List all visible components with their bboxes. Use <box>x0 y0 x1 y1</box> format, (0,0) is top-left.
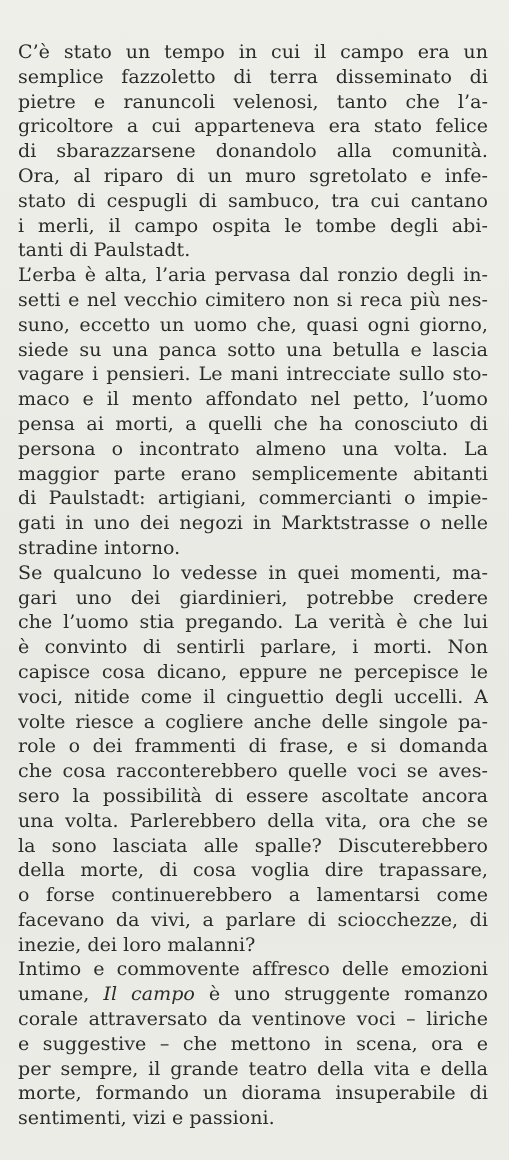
text-line: i merli, il campo ospita le tombe degli abi- <box>18 214 488 237</box>
text-line: umane, Il campo è uno struggente romanzo <box>18 983 488 1006</box>
text-line: è convinto di sentirli parlare, i morti. Non <box>18 636 488 659</box>
text-line: siede su una panca sotto una betulla e lascia <box>18 338 488 361</box>
text-line: L’erba è alta, l’aria pervasa dal ronzio degli in- <box>18 264 488 287</box>
text-line: della morte, di cosa voglia dire trapassare, <box>18 859 488 882</box>
text-line: la sono lasciata alle spalle? Discuterebbero <box>18 834 488 857</box>
text-line: capisce cosa dicano, eppure ne percepisce le <box>18 660 488 683</box>
text-line: semplice fazzoletto di terra disseminato di <box>18 65 488 88</box>
text-line: setti e nel vecchio cimitero non si reca più nes- <box>18 288 488 311</box>
text-line: Ora, al riparo di un muro sgretolato e infe- <box>18 164 488 187</box>
text-line: maggior parte erano semplicemente abitanti <box>18 462 488 485</box>
paragraph-2 <box>18 263 488 561</box>
text-line: voci, nitide come il cinguettio degli uccelli. A <box>18 685 488 708</box>
blurb-text <box>18 40 488 1131</box>
text-line: che cosa racconterebbero quelle voci se aves- <box>18 760 488 783</box>
text-line: role o dei frammenti di frase, e si domanda <box>18 735 488 758</box>
text-line: maco e il mento affondato nel petto, l’uomo <box>18 388 488 411</box>
text-line: di Paulstadt: artigiani, commercianti o impie- <box>18 487 488 510</box>
text-line: sero la possibilità di essere ascoltate ancora <box>18 784 488 807</box>
text-line: pensa ai morti, a quelli che ha conosciuto di <box>18 412 488 435</box>
text-line: morte, formando un diorama insuperabile di <box>18 1082 488 1105</box>
text-line: facevano da vivi, a parlare di sciocchezze, di <box>18 908 488 931</box>
text-line: persona o incontrato almeno una volta. La <box>18 437 488 460</box>
text-line: o forse continuerebbero a lamentarsi come <box>18 884 488 907</box>
text-line: una volta. Parlerebbero della vita, ora che se <box>18 809 488 832</box>
book-title: Il campo <box>103 983 195 1006</box>
text-line: stato di cespugli di sambuco, tra cui cantano <box>18 189 488 212</box>
text-line: e suggestive – che mettono in scena, ora e <box>18 1032 488 1055</box>
paragraph-3 <box>18 561 488 958</box>
paragraph-1 <box>18 40 488 263</box>
text-line: per sempre, il grande teatro della vita e della <box>18 1057 488 1080</box>
text-line: corale attraversato da ventinove voci – liriche <box>18 1008 488 1031</box>
text-line: gati in uno dei negozi in Marktstrasse o nelle <box>18 512 488 535</box>
text-line: gari uno dei giardinieri, potrebbe credere <box>18 586 488 609</box>
text-line: suno, eccetto un uomo che, quasi ogni giorno, <box>18 313 488 336</box>
paragraph-4 <box>18 957 488 1131</box>
text-line: volte riesce a cogliere anche delle singole pa- <box>18 710 488 733</box>
text-line: sentimenti, vizi e passioni. <box>18 1107 275 1130</box>
text-line: tanti di Paulstadt. <box>18 239 191 262</box>
text-line: Intimo e commovente affresco delle emozioni <box>18 958 488 981</box>
text-line: pietre e ranuncoli velenosi, tanto che l’a- <box>18 90 488 113</box>
text-line: gricoltore a cui apparteneva era stato felice <box>18 115 488 138</box>
text-line: C’è stato un tempo in cui il campo era un <box>18 41 488 63</box>
text-line: che l’uomo stia pregando. La verità è che lui <box>18 611 488 634</box>
text-line: inezie, dei loro malanni? <box>18 933 256 956</box>
text-line: vagare i pensieri. Le mani intrecciate sullo sto- <box>18 363 488 386</box>
text-line: stradine intorno. <box>18 536 181 559</box>
text-line: Se qualcuno lo vedesse in quei momenti, ma- <box>18 561 488 584</box>
text-line: di sbarazzarsene donandolo alla comunità. <box>18 140 488 163</box>
